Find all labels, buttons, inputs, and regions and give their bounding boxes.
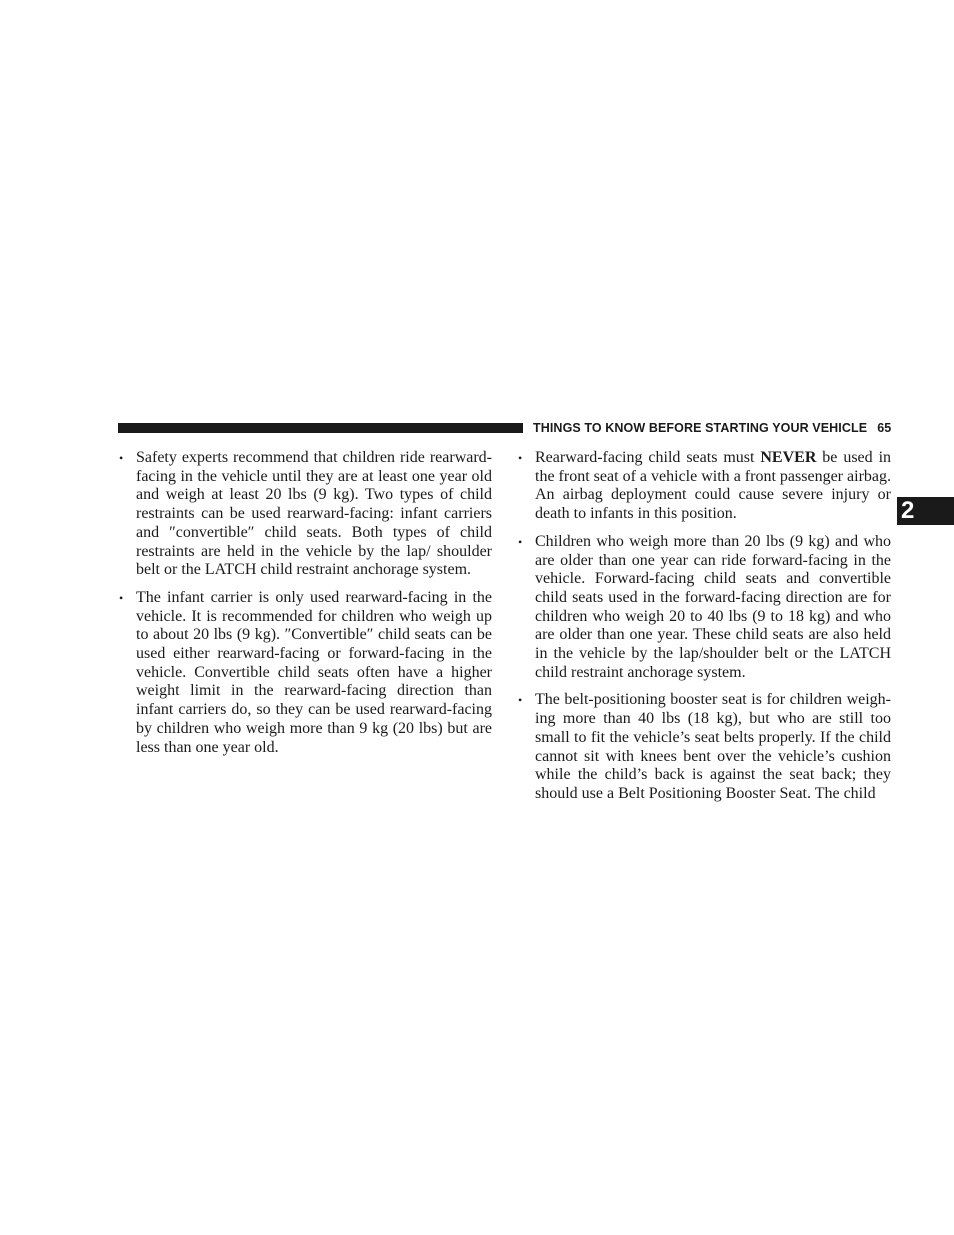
emphasis-never: NEVER (760, 449, 817, 466)
running-header (533, 419, 891, 437)
bullet-text: The infant carrier is only used rearward-facing in the vehicle. It is recommended for children who weigh up to about 20 lbs (9 kg). ″Convertible″ child seats can be used either rearward-facing or forward-facing in the vehicle. Convertible child seats often have a higher weight limit in the rearward-facing direction than infant carriers do, so they can be used rearward-facing by children who weigh more than 9 kg (20 lbs) but are less than one year old. (136, 588, 492, 756)
bullet-text: Safety experts recommend that children ride rearward-facing in the vehicle until they are at least one year old and weigh at least 20 lbs (9 kg). Two types of child restraints can be used rearward-facing: infant carriers and ″convertible″ child seats. Both types of child restraints are held in the vehicle by the lap/ shoulder belt or the LATCH child restraint anchorage system. (136, 449, 492, 579)
list-item (118, 589, 492, 757)
right-bullet-list (517, 449, 891, 804)
left-bullet-list (118, 449, 492, 757)
bullet-text-start: Rearward-facing child seats must (535, 449, 761, 466)
page-number: 65 (877, 421, 892, 435)
bullet-icon: • (119, 590, 124, 605)
bullet-text: The belt-positioning booster seat is for children weighing more than 40 lbs (18 kg), but who are still too small to fit the vehicle’s seat belts properly. If the child cannot sit with knees bent over the vehicle’s cushion while the child’s back is against the seat back; they should use a Belt Positioning Booster Seat. The child (535, 691, 891, 802)
header-rule (118, 423, 523, 433)
bullet-icon: • (518, 451, 523, 465)
list-item (118, 449, 492, 580)
list-item (517, 533, 891, 683)
bullet-icon: • (518, 534, 523, 549)
bullet-icon: • (119, 451, 124, 465)
list-item (517, 691, 891, 803)
chapter-tab: 2 (897, 497, 954, 525)
bullet-text-end: be used in the front seat of a vehicle with a front passenger airbag. An airbag deployment could cause severe injury or death to infants in this position. (535, 449, 892, 523)
right-column (517, 449, 891, 813)
bullet-icon: • (518, 693, 523, 708)
left-column (118, 449, 492, 766)
list-item (517, 449, 891, 524)
section-title: THINGS TO KNOW BEFORE STARTING YOUR VEHICLE (533, 421, 868, 435)
bullet-text (535, 449, 891, 524)
bullet-text: Children who weigh more than 20 lbs (9 kg) and who are older than one year can ride forward-facing in the vehicle. Forward-facing child seats and convertible child seats used in the forward-facing direction are for children who weigh 20 to 40 lbs (9 to 18 kg) and who are older than one year. These child seats are also held in the vehicle by the lap/shoulder belt or the LATCH child restraint anchorage system. (535, 532, 891, 681)
